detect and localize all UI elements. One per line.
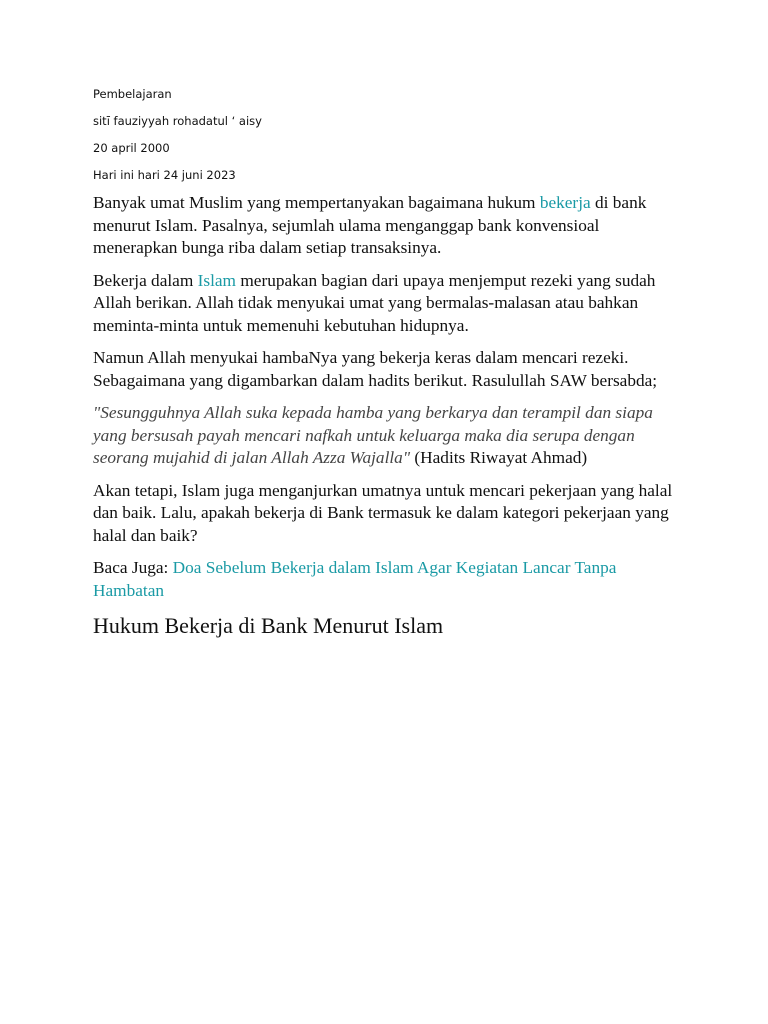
paragraph-3: Namun Allah menyukai hambaNya yang bekerja keras dalam mencari rezeki. Sebagaimana yang digambarkan dalam hadits berikut. Rasulullah SAW bersabda;	[93, 348, 658, 390]
bekerja-link[interactable]: bekerja	[539, 193, 591, 212]
today-date: Hari ini hari 24 juni 2023	[93, 168, 236, 182]
hadith-quote	[93, 402, 683, 470]
islam-link[interactable]: Islam	[197, 270, 237, 290]
paragraph-2-text-b: merupakan bagian dari upaya menjemput rezeki yang sudah Allah berikan. Allah tidak menyukai umat yang bermalas-malasan atau bahkan meminta-minta untuk memenuhi kebutuhan hidupnya.	[93, 270, 656, 335]
author-name: sitī fauziyyah rohadatul ‘ aisy	[93, 114, 262, 128]
read-also-link[interactable]: Doa Sebelum Bekerja dalam Islam Agar Kegiatan Lancar Tanpa Hambatan	[93, 558, 617, 600]
paragraph-4: Akan tetapi, Islam juga menganjurkan umatnya untuk mencari pekerjaan yang halal dan baik. Lalu, apakah bekerja di Bank termasuk ke dalam kategori pekerjaan yang halal dan baik?	[93, 480, 673, 545]
hadith-source: (Hadits Riwayat Ahmad)	[410, 448, 588, 467]
hadith-quote-text: "Sesungguhnya Allah suka kepada hamba yang berkarya dan terampil dan siapa yang bersusah payah mencari nafkah untuk keluarga maka dia serupa dengan seorang mujahid di jalan Allah Azza Wajalla"	[93, 403, 653, 467]
read-also	[93, 557, 683, 602]
birth-date: 20 april 2000	[93, 141, 170, 155]
read-also-label: Baca Juga:	[93, 558, 173, 577]
paragraph-1-text-a: Banyak umat Muslim yang mempertanyakan bagaimana hukum	[93, 193, 540, 212]
doc-title: Pembelajaran	[93, 87, 172, 101]
paragraph-2	[93, 270, 683, 338]
paragraph-1	[93, 192, 683, 260]
paragraph-2-text-a: Bekerja dalam	[93, 270, 198, 290]
document-content	[93, 86, 683, 640]
section-heading: Hukum Bekerja di Bank Menurut Islam	[93, 613, 444, 638]
paragraph-1-text-b: di bank menurut Islam. Pasalnya, sejumlah ulama menganggap bank konvensioal menerapkan bunga riba dalam setiap transaksinya.	[93, 193, 647, 257]
